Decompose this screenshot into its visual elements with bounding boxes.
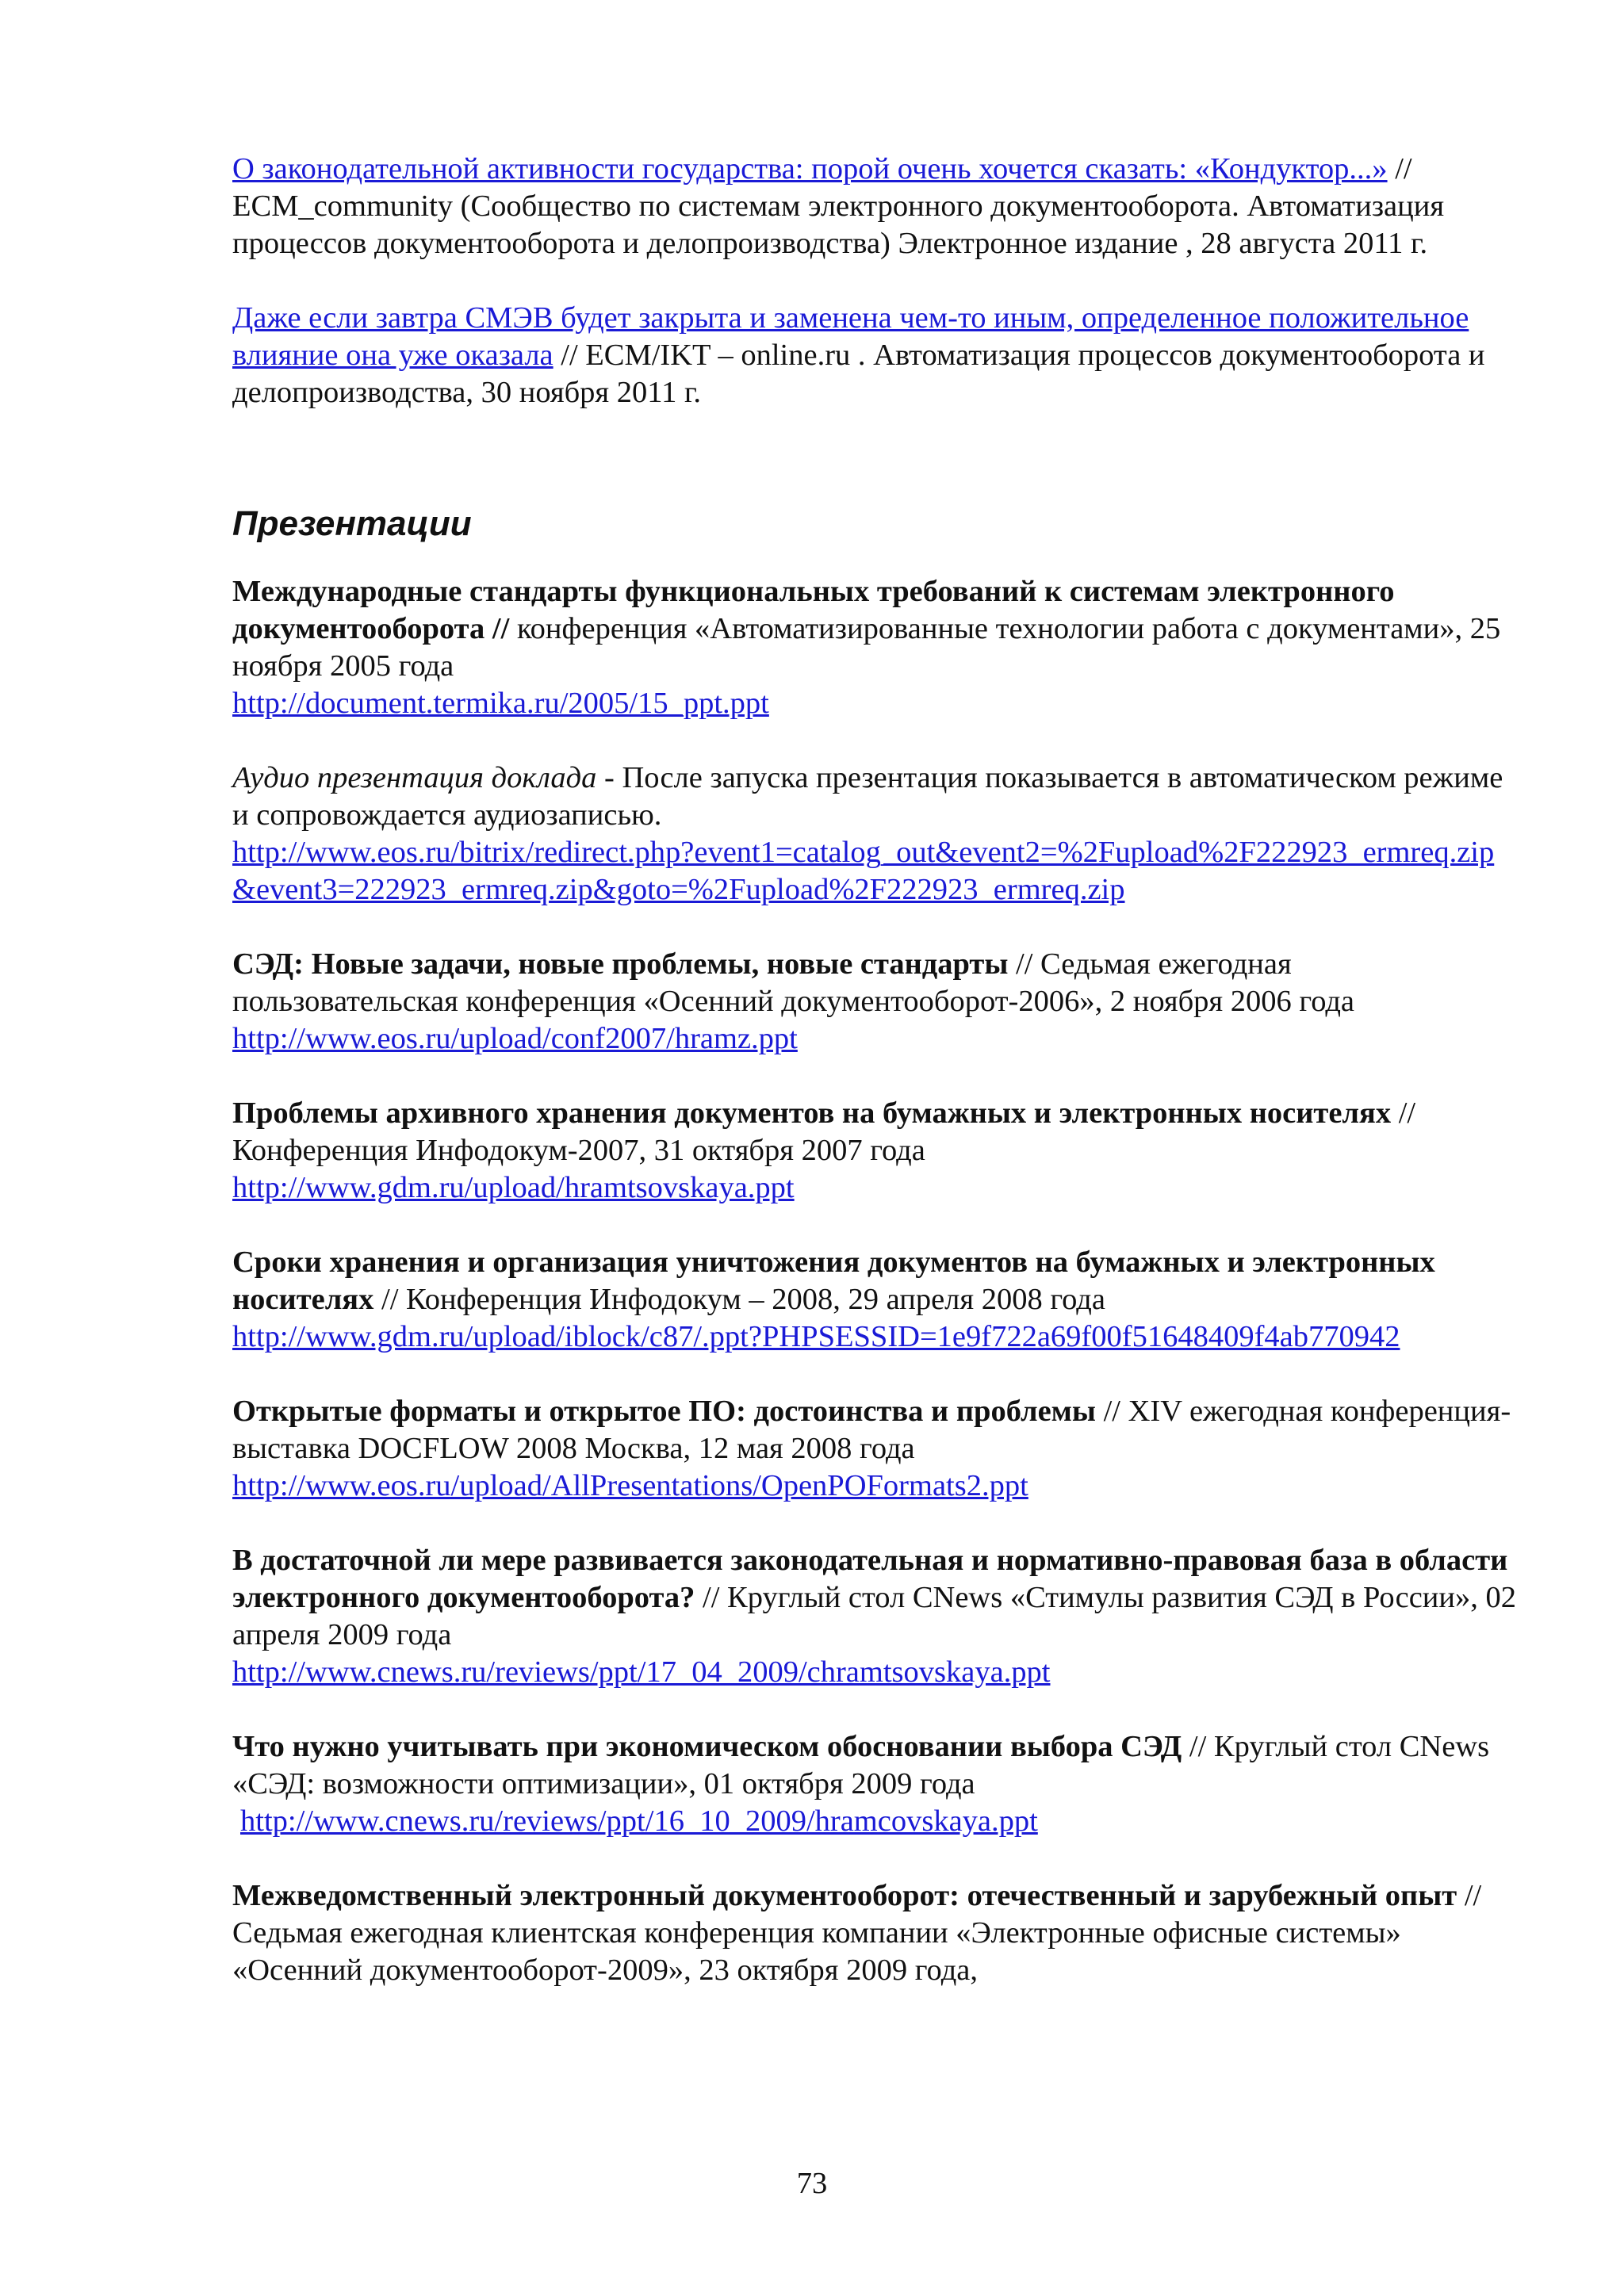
article-entry	[232, 300, 1517, 411]
audio-presentation-entry	[232, 760, 1517, 909]
presentation-title: Проблемы архивного хранения документов на бумажных и электронных носителях	[232, 1096, 1392, 1130]
article-details: // ECM_community (Сообщество по системам электронного документооборота. Автоматизация процессов документооборота и делопроизводства) Электронное издание , 28 августа 2011 г.	[232, 152, 1445, 260]
presentation-title: Международные стандарты функциональных требований к системам электронного документооборота //	[232, 575, 1395, 645]
presentation-title: Что нужно учитывать при экономическом обосновании выбора СЭД	[232, 1730, 1182, 1763]
article-link[interactable]: Даже если завтра СМЭВ будет закрыта и заменена чем-то иным, определенное положительное влияние она уже оказала	[232, 301, 1469, 372]
presentation-entry	[232, 946, 1517, 1058]
presentation-entry	[232, 573, 1517, 722]
presentation-url[interactable]: http://document.termika.ru/2005/15_ppt.ppt	[232, 687, 769, 720]
presentation-info: // XIV ежегодная конференция-выставка DOCFLOW 2008 Москва, 12 мая 2008 года	[232, 1395, 1511, 1465]
presentation-info: // Конференция Инфодокум – 2008, 29 апреля 2008 года	[373, 1283, 1105, 1316]
presentation-title: В достаточной ли мере развивается законодательная и нормативно-правовая база в области электронного документооборота?	[232, 1544, 1508, 1614]
presentation-entry	[232, 1542, 1517, 1691]
presentation-url[interactable]: http://www.eos.ru/upload/AllPresentations/OpenPOFormats2.ppt	[232, 1469, 1028, 1502]
article-entry	[232, 151, 1517, 262]
article-details: // ECM/IKT – online.ru . Автоматизация процессов документооборота и делопроизводства, 30 ноября 2011 г.	[232, 339, 1485, 409]
presentation-info: // Седьмая ежегодная клиентская конференция компании «Электронные офисные системы» «Осенний документооборот-2009», 23 октября 2009 года,	[232, 1879, 1482, 1987]
section-heading: Презентации	[232, 504, 472, 543]
presentation-title: Открытые форматы и открытое ПО: достоинства и проблемы	[232, 1395, 1096, 1428]
presentation-entry	[232, 1095, 1517, 1207]
presentation-entry	[232, 1244, 1517, 1356]
presentation-url[interactable]: http://www.gdm.ru/upload/iblock/c87/.ppt?PHPSESSID=1e9f722a69f00f51648409f4ab770942	[232, 1320, 1400, 1353]
presentation-title: СЭД: Новые задачи, новые проблемы, новые стандарты	[232, 947, 1009, 981]
presentation-info: // Круглый стол CNews «Стимулы развития СЭД в России», 02 апреля 2009 года	[232, 1581, 1516, 1651]
page-number: 73	[796, 2167, 828, 2200]
presentation-title: Сроки хранения и организация уничтожения документов на бумажных и электронных носителях	[232, 1246, 1435, 1316]
presentation-info: // Седьмая ежегодная пользовательская конференция «Осенний документооборот-2006», 2 ноября 2006 года	[232, 947, 1355, 1018]
presentation-url[interactable]: http://www.gdm.ru/upload/hramtsovskaya.ppt	[232, 1171, 795, 1204]
presentation-url[interactable]: http://www.eos.ru/upload/conf2007/hramz.ppt	[232, 1022, 798, 1055]
presentation-url[interactable]: http://www.cnews.ru/reviews/ppt/17_04_2009/chramtsovskaya.ppt	[232, 1655, 1051, 1689]
document-page	[232, 151, 1517, 1989]
presentation-info: // Конференция Инфодокум-2007, 31 октября 2007 года	[232, 1096, 1416, 1167]
presentation-info: // Круглый стол CNews «СЭД: возможности оптимизации», 01 октября 2009 года	[232, 1730, 1490, 1800]
presentation-url[interactable]: http://www.cnews.ru/reviews/ppt/16_10_2009/hramcovskaya.ppt	[240, 1804, 1038, 1838]
audio-label: Аудио презентация доклада	[232, 761, 597, 794]
presentation-entry	[232, 1393, 1517, 1505]
audio-description: - После запуска презентация показывается в автоматическом режиме и сопровождается аудиозаписью.	[232, 761, 1503, 832]
presentation-info: конференция «Автоматизированные технологии работа с документами», 25 ноября 2005 года	[232, 612, 1501, 683]
presentation-entry	[232, 1877, 1517, 1989]
article-link[interactable]: О законодательной активности государства: порой очень хочется сказать: «Кондуктор...»	[232, 152, 1388, 186]
presentation-entry	[232, 1728, 1517, 1840]
presentation-url[interactable]: http://www.eos.ru/bitrix/redirect.php?event1=catalog_out&event2=%2Fupload%2F222923_ermreq.zip&event3=222923_ermreq.zip&goto=%2Fupload%2F222923_ermreq.zip	[232, 836, 1495, 906]
presentation-title: Межведомственный электронный документооборот: отечественный и зарубежный опыт	[232, 1879, 1457, 1912]
